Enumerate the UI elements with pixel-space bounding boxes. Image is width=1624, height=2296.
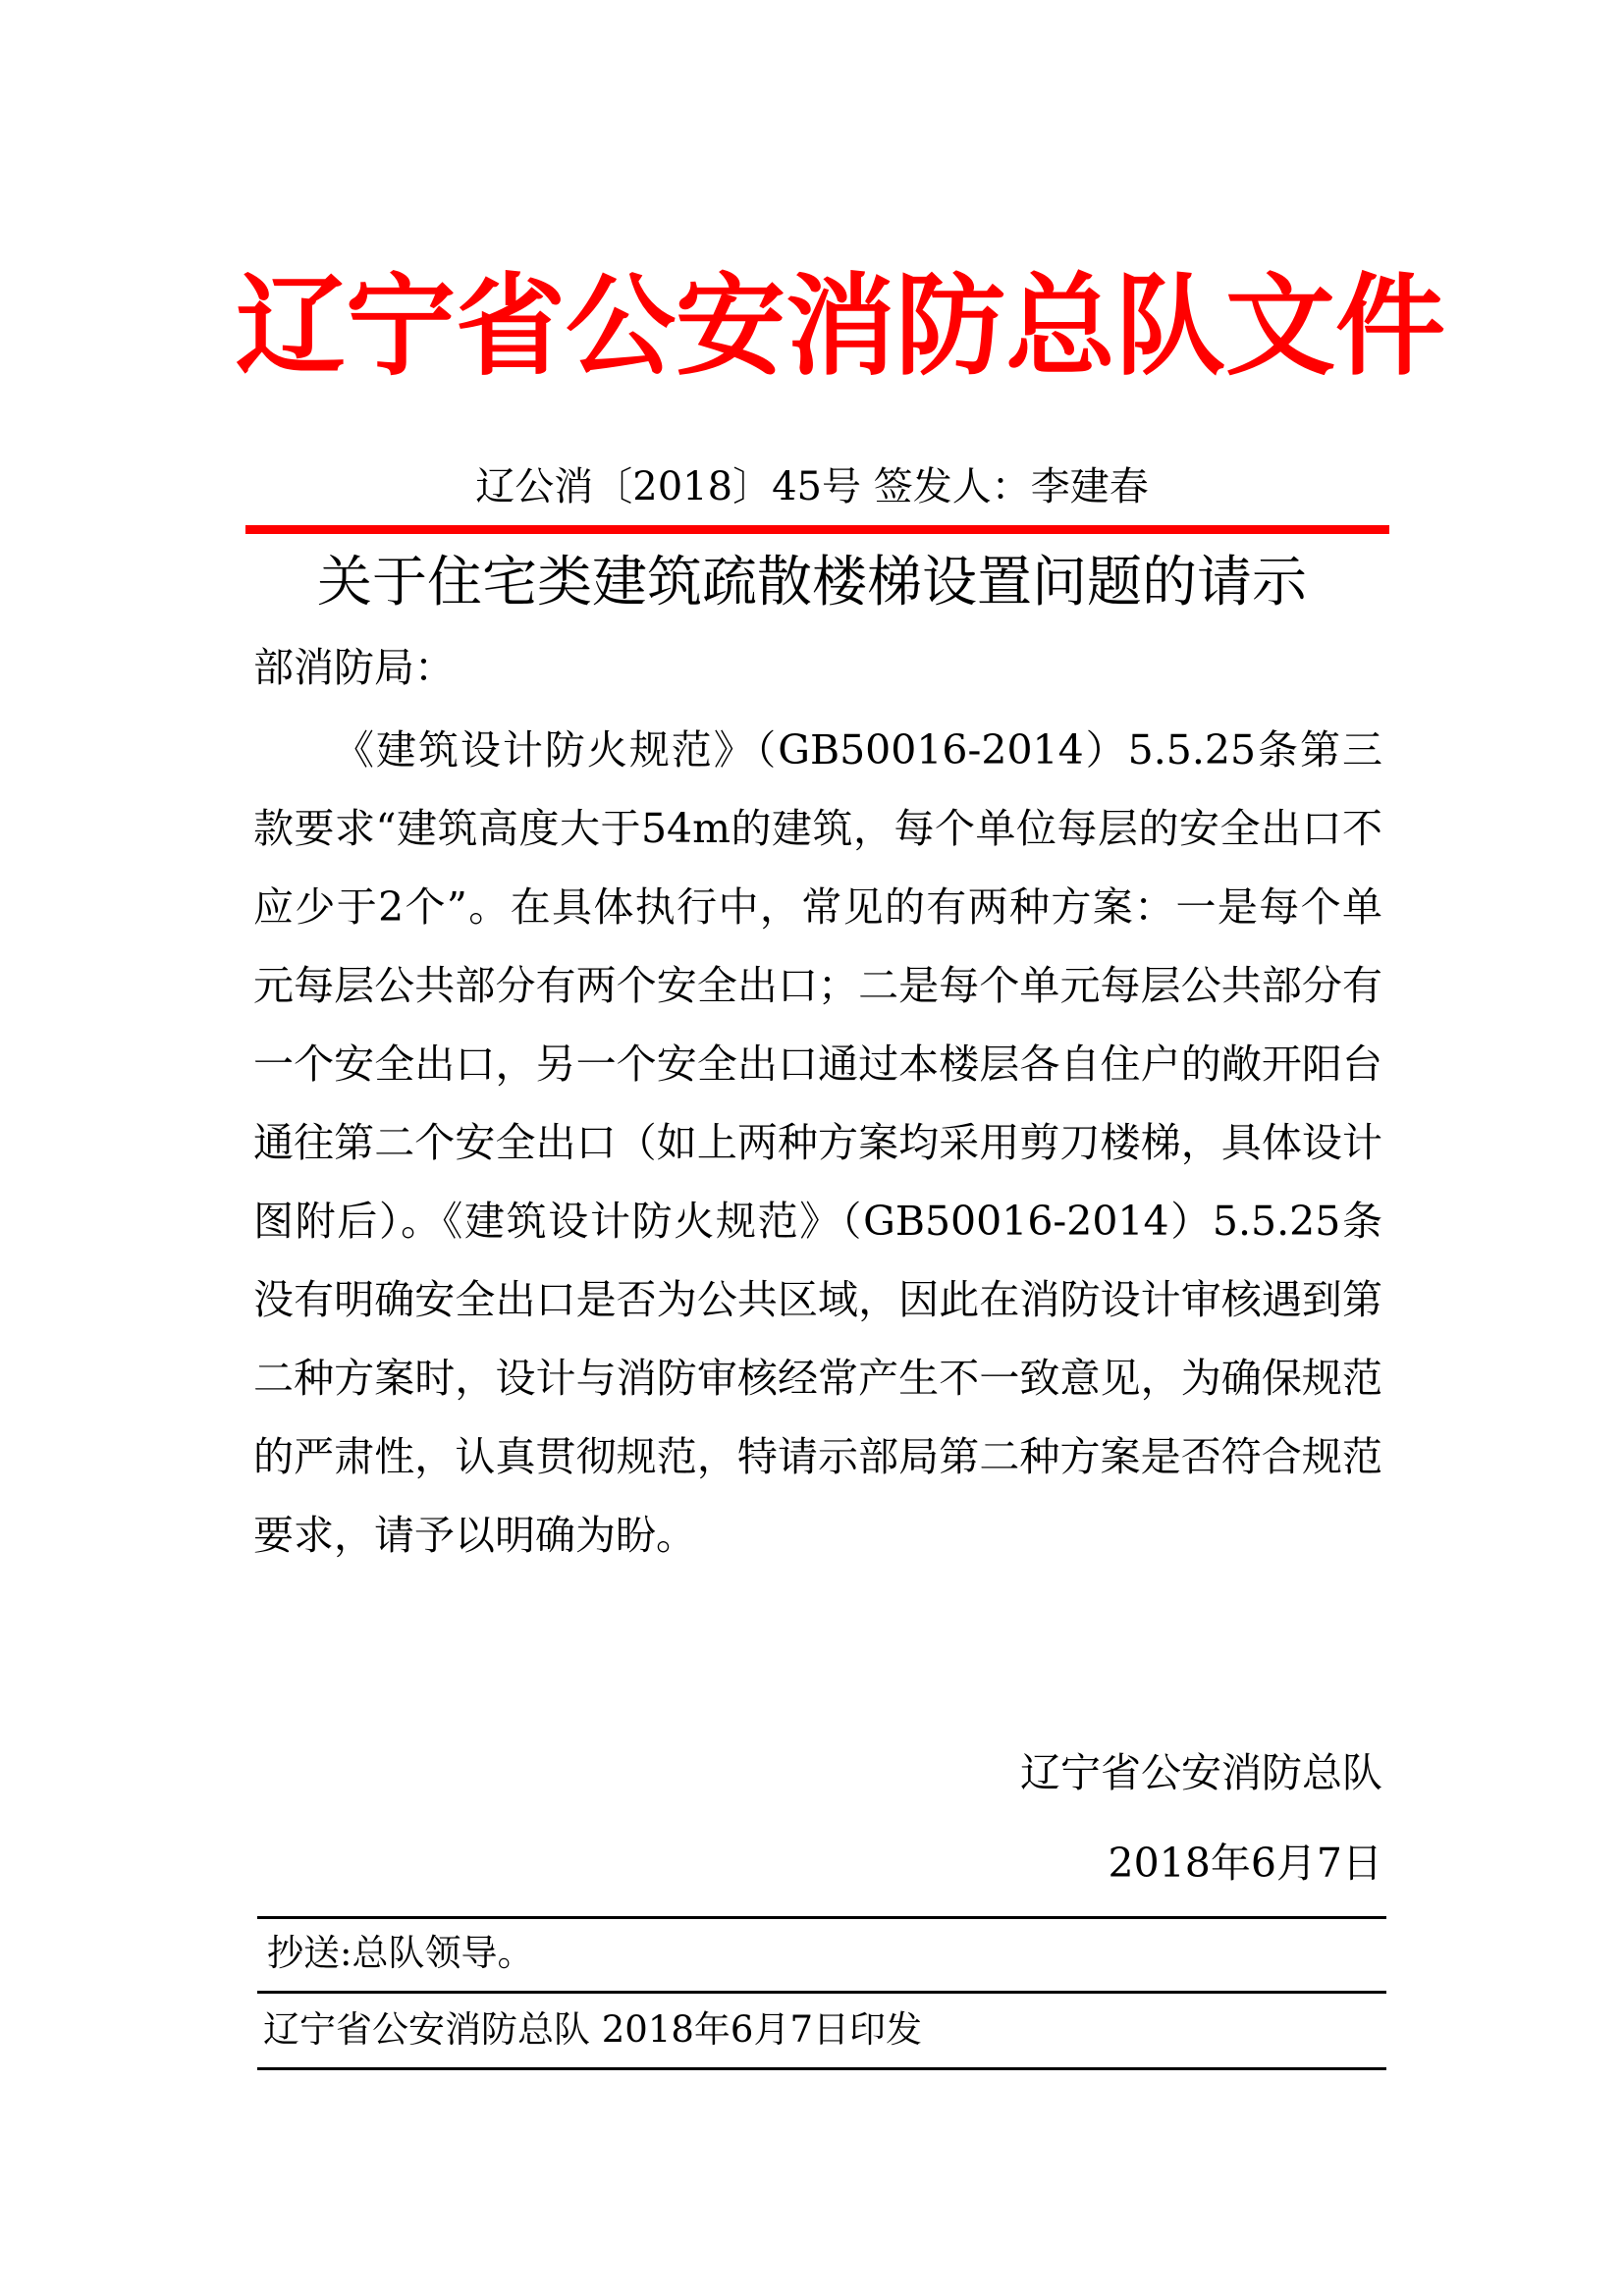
document-number-line: 辽公消〔2018〕45号 签发人：李建春: [475, 464, 1149, 509]
signature-organization: 辽宁省公安消防总队: [1020, 1749, 1382, 1796]
red-separator-rule: [245, 525, 1389, 534]
signature-date: 2018年6月7日: [1108, 1840, 1382, 1887]
document-header-title: 辽宁省公安消防总队文件: [236, 263, 1445, 391]
salutation: 部消防局：: [253, 644, 455, 691]
cc-line: 抄送:总队领导。: [267, 1932, 534, 1974]
document-subject: 关于住宅类建筑疏散楼梯设置问题的请示: [317, 551, 1307, 614]
footer-rule-middle: [257, 1991, 1386, 1994]
body-paragraph: 《建筑设计防火规范》（GB50016-2014）5.5.25条第三款要求“建筑高度大于54m的建筑，每个单位每层的安全出口不应少于2个”。在具体执行中，常见的有两种方案：一是每个单元每层公共部分有两个安全出口；二是每个单元每层公共部分有一个安全出口，另一个安全出口通过本楼层各自住户的敞开阳台通往第二个安全出口（如上两种方案均采用剪刀楼梯，具体设计图附后）。《建筑设计防火规范》（GB50016-2014）5.5.25条没有明确安全出口是否为公共区域，因此在消防设计审核遇到第二种方案时，设计与消防审核经常产生不一致意见，为确保规范的严肃性，认真贯彻规范，特请示部局第二种方案是否符合规范要求，请予以明确为盼。: [253, 726, 1382, 1559]
issue-line: 辽宁省公安消防总队 2018年6月7日印发: [263, 2008, 923, 2051]
footer-rule-bottom: [257, 2067, 1386, 2070]
body-text: [253, 711, 1382, 1575]
footer-rule-top: [257, 1916, 1386, 1919]
